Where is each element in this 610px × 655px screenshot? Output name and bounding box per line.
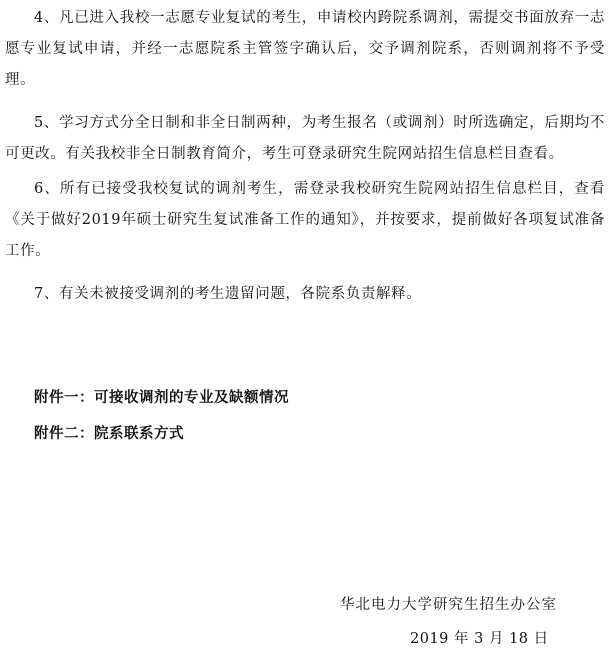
signature-office: 华北电力大学研究生招生办公室: [340, 597, 557, 613]
paragraph-item-4: 4、凡已进入我校一志愿专业复试的考生，申请校内跨院系调剂，需提交书面放弃一志愿专业复试申请，并经一志愿院系主管签字确认后，交予调剂院系，否则调剂将不予受理。: [5, 10, 605, 88]
paragraph-item-5: 5、学习方式分全日制和非全日制两种，为考生报名（或调剂）时所选确定，后期均不可更改。有关我校非全日制教育简介，考生可登录研究生院网站招生信息栏目查看。: [5, 115, 605, 162]
attachment-2-label: 附件二：院系联系方式: [34, 426, 184, 442]
paragraph-item-6: 6、所有已接受我校复试的调剂考生，需登录我校研究生院网站招生信息栏目，查看《关于做好2019年硕士研究生复试准备工作的通知》，并按要求，提前做好各项复试准备工作。: [5, 181, 605, 259]
attachment-1-label: 附件一：可接收调剂的专业及缺额情况: [34, 390, 289, 406]
paragraph-item-7: 7、有关未被接受调剂的考生遗留问题，各院系负责解释。: [34, 286, 422, 302]
signature-date: 2019 年 3 月 18 日: [410, 631, 549, 647]
